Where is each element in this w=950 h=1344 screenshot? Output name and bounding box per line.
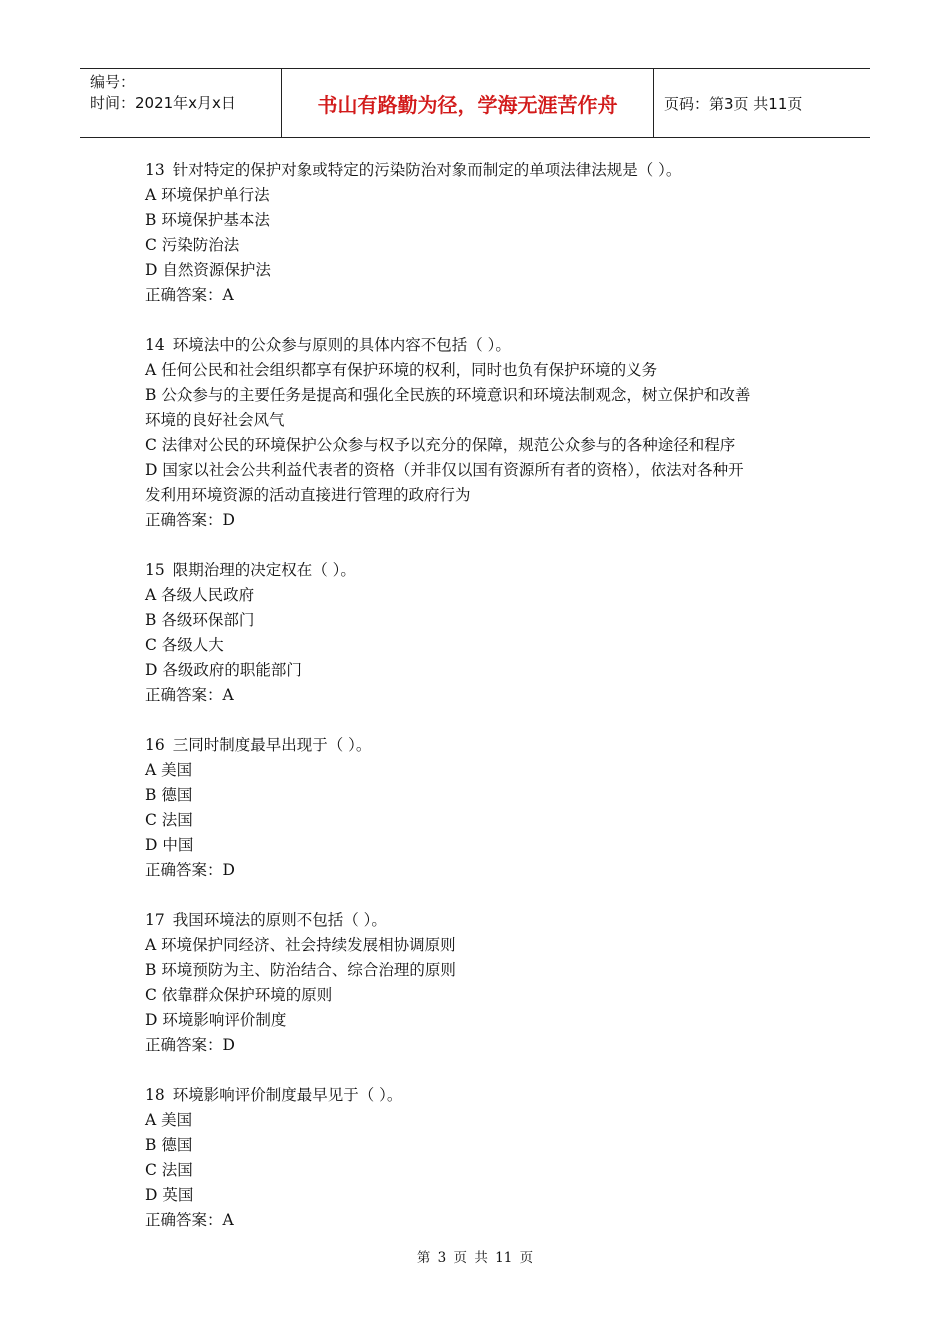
question-number: 18 (145, 1086, 165, 1104)
answer-line: 正确答案：A (145, 686, 234, 704)
question-number: 17 (145, 911, 165, 929)
question-text: 环境法中的公众参与原则的具体内容不包括（ ）。 (172, 336, 511, 354)
answer-line: 正确答案：D (145, 861, 235, 879)
question-number: 16 (145, 736, 165, 754)
option-line: A 环境保护同经济、社会持续发展相协调原则 (145, 936, 456, 954)
question-item (145, 908, 825, 1058)
option-line: B 环境预防为主、防治结合、综合治理的原则 (145, 961, 456, 979)
question-item (145, 558, 825, 708)
question-stem (145, 333, 825, 358)
page-footer: 第 3 页 共 11 页 (416, 1250, 534, 1266)
option-line: D 环境影响评价制度 (145, 1011, 287, 1029)
question-stem (145, 733, 825, 758)
header-slogan: 书山有路勤为径，学海无涯苦作舟 (282, 69, 654, 137)
answer-line: 正确答案：D (145, 1036, 235, 1054)
question-number: 14 (145, 336, 165, 354)
question-text: 针对特定的保护对象或特定的污染防治对象而制定的单项法律法规是（ ）。 (172, 161, 682, 179)
option-line: C 各级人大 (145, 636, 224, 654)
page-header (80, 68, 870, 138)
serial-label: 编号： (90, 73, 136, 91)
question-stem (145, 558, 825, 583)
question-list (145, 158, 825, 1258)
question-text: 三同时制度最早出现于（ ）。 (172, 736, 372, 754)
question-number: 13 (145, 161, 165, 179)
question-text: 限期治理的决定权在（ ）。 (172, 561, 356, 579)
option-line: A 美国 (145, 1111, 193, 1129)
header-page-info: 页码：第3页 共11页 (664, 94, 803, 113)
option-line: A 美国 (145, 761, 193, 779)
option-line: A 任何公民和社会组织都享有保护环境的权利，同时也负有保护环境的义务 (145, 361, 658, 379)
answer-line: 正确答案：A (145, 1211, 234, 1229)
option-line: B 德国 (145, 1136, 193, 1154)
option-line: B 德国 (145, 786, 193, 804)
header-meta-cell (80, 69, 282, 137)
option-line: B 环境保护基本法 (145, 211, 270, 229)
time-label: 时间：2021年x月x日 (90, 94, 236, 112)
option-line: C 法国 (145, 811, 193, 829)
question-item (145, 158, 825, 308)
option-line: D 各级政府的职能部门 (145, 661, 302, 679)
option-line: D 英国 (145, 1186, 194, 1204)
option-line: C 法国 (145, 1161, 193, 1179)
option-line: 发利用环境资源的活动直接进行管理的政府行为 (145, 486, 471, 504)
question-text: 我国环境法的原则不包括（ ）。 (172, 911, 387, 929)
answer-line: 正确答案：D (145, 511, 235, 529)
option-line: A 环境保护单行法 (145, 186, 270, 204)
option-line: B 各级环保部门 (145, 611, 255, 629)
question-number: 15 (145, 561, 165, 579)
question-text: 环境影响评价制度最早见于（ ）。 (172, 1086, 403, 1104)
question-item (145, 1083, 825, 1233)
option-line: C 依靠群众保护环境的原则 (145, 986, 333, 1004)
option-line: C 污染防治法 (145, 236, 240, 254)
question-stem (145, 158, 825, 183)
option-line: A 各级人民政府 (145, 586, 255, 604)
option-line: D 自然资源保护法 (145, 261, 271, 279)
question-stem (145, 1083, 825, 1108)
option-line: 环境的良好社会风气 (145, 411, 285, 429)
answer-line: 正确答案：A (145, 286, 234, 304)
option-line: D 中国 (145, 836, 194, 854)
option-line: C 法律对公民的环境保护公众参与权予以充分的保障，规范公众参与的各种途径和程序 (145, 436, 736, 454)
option-line: B 公众参与的主要任务是提高和强化全民族的环境意识和环境法制观念，树立保护和改善 (145, 386, 751, 404)
option-line: D 国家以社会公共利益代表者的资格（并非仅以国有资源所有者的资格），依法对各种开 (145, 461, 744, 479)
question-item (145, 333, 825, 533)
question-item (145, 733, 825, 883)
question-stem (145, 908, 825, 933)
